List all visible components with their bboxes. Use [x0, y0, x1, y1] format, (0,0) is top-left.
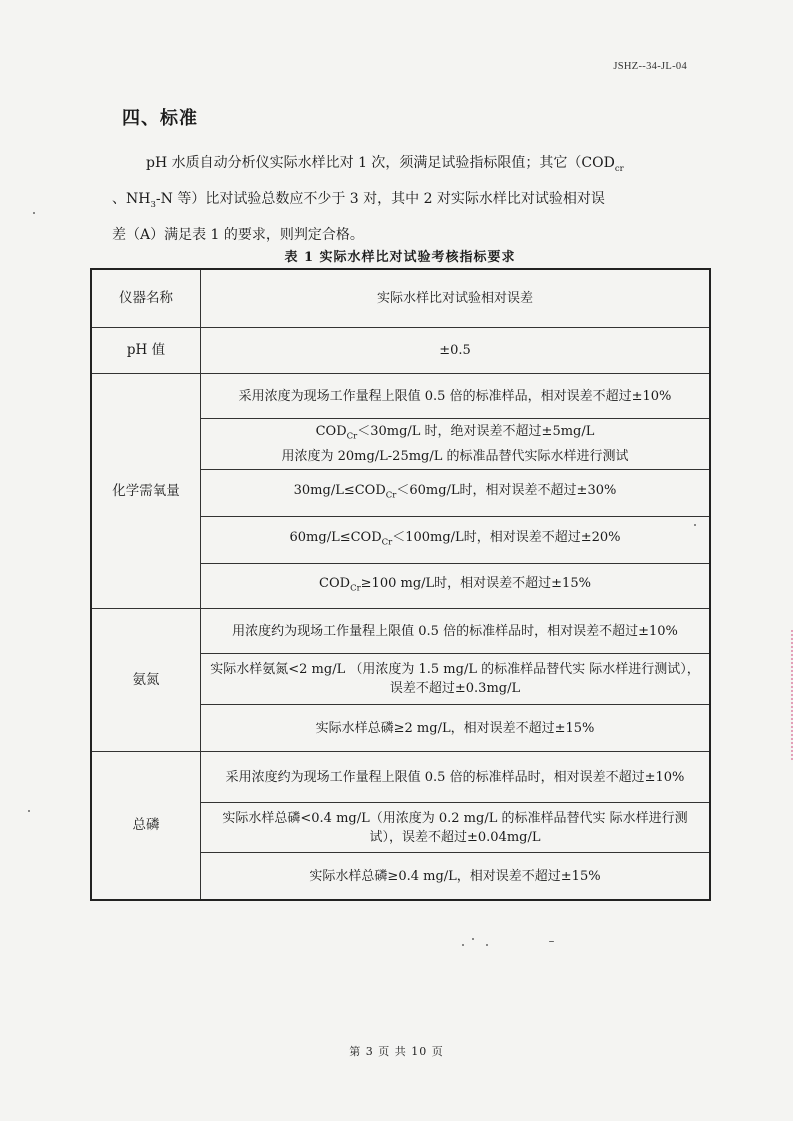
ammonia-requirement-3: 实际水样总磷≥2 mg/L，相对误差不超过±15%: [201, 705, 711, 752]
phosphorus-requirement-2: 实际水样总磷<0.4 mg/L（用浓度为 0.2 mg/L 的标准样品替代实 际水样进行测试），误差不超过±0.04mg/L: [201, 803, 711, 853]
ammonia-requirement-1: 用浓度约为现场工作量程上限值 0.5 倍的标准样品时，相对误差不超过±10%: [201, 609, 711, 654]
instrument-total-phosphorus: 总磷: [91, 752, 201, 901]
paragraph-line-1: pH 水质自动分析仪实际水样比对 1 次，须满足试验指标限值；其它（$COD_{cr}$: [146, 155, 624, 174]
cod-requirement-5: $COD_{Cr}\ge 100$ mg/L时，相对误差不超过±15%: [201, 564, 711, 609]
section-heading: 四、标准: [122, 108, 198, 129]
scan-speck: [472, 938, 474, 940]
cod-requirement-3: $30mg/L\le COD_{Cr}<60mg/L$时，相对误差不超过±30%: [201, 470, 711, 517]
table-caption: 表 1 实际水样比对试验考核指标要求: [284, 250, 516, 265]
instrument-cod: 化学需氧量: [91, 374, 201, 609]
requirements-table: [90, 268, 711, 901]
instrument-ammonia: 氨氮: [91, 609, 201, 752]
standard-paragraph: [112, 148, 678, 250]
scan-speck: [462, 944, 464, 946]
cod-requirement-1: 采用浓度为现场工作量程上限值 0.5 倍的标准样品，相对误差不超过±10%: [201, 374, 711, 419]
scan-speck: [486, 944, 488, 946]
scan-speck: [549, 941, 554, 942]
scan-speck: [694, 524, 696, 526]
page-number: 第 3 页 共 10 页: [349, 1045, 444, 1058]
header-relative-error: 实际水样比对试验相对误差: [201, 269, 711, 328]
seal-edge-mark: [786, 630, 793, 760]
paragraph-line-3: 差（A）满足表 1 的要求，则判定合格。: [112, 226, 364, 243]
cod-requirement-4: $60mg/L\le COD_{Cr}<100mg/L$时，相对误差不超过±20%: [201, 517, 711, 564]
paragraph-line-2: 、$NH_3-N$ 等）比对试验总数应不少于 3 对，其中 2 对实际水样比对试验相对误: [112, 190, 605, 210]
document-code: JSHZ--34-JL-04: [613, 61, 687, 72]
scan-speck: [28, 810, 30, 812]
phosphorus-requirement-1: 采用浓度约为现场工作量程上限值 0.5 倍的标准样品时，相对误差不超过±10%: [201, 752, 711, 803]
ammonia-requirement-2: 实际水样氨氮<2 mg/L （用浓度为 1.5 mg/L 的标准样品替代实 际水样进行测试），误差不超过±0.3mg/L: [201, 654, 711, 705]
table-row-ph: [91, 328, 710, 374]
cod-requirement-2: $COD_{Cr}<30mg/L$ 时，绝对误差不超过±5mg/L 用浓度为 20mg/L-25mg/L 的标准品替代实际水样进行测试: [201, 419, 711, 470]
table-row-phosphorus-1: [91, 752, 710, 803]
table-header-row: [91, 269, 710, 328]
table-row-ammonia-1: [91, 609, 710, 654]
scan-speck: [33, 212, 35, 214]
phosphorus-requirement-3: 实际水样总磷≥0.4 mg/L，相对误差不超过±15%: [201, 853, 711, 901]
table-row-cod-1: [91, 374, 710, 419]
header-instrument-name: 仪器名称: [91, 269, 201, 328]
instrument-ph: pH 值: [91, 328, 201, 374]
ph-requirement: ±0.5: [201, 328, 711, 374]
